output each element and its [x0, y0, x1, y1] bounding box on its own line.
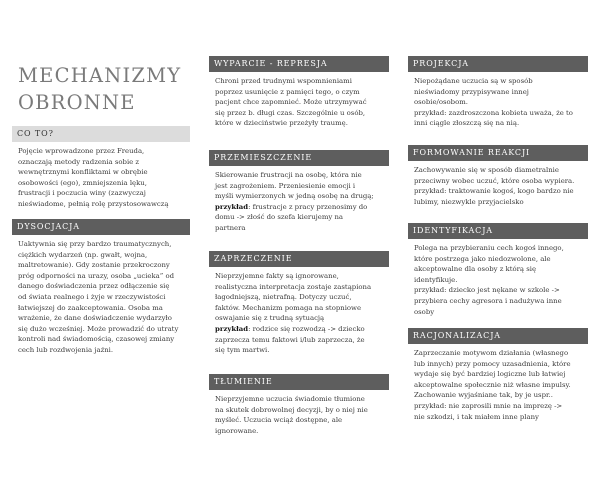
text-line: wrażenie, że dane doświadczenie wydarzyło	[18, 314, 172, 323]
text-line: oswajanie się z trudną sytuacją	[215, 314, 325, 323]
text-line: od świata realnego i żyje w rzeczywistości	[18, 292, 166, 301]
text-line: przeciwny wobec uczuć, które osoba wypiera.	[414, 176, 575, 185]
text-line: lubimy, niezwykle przyjacielsko	[414, 197, 524, 206]
column-right	[408, 0, 588, 448]
section-header: PRZEMIESZCZENIE	[209, 150, 389, 166]
section-header: TŁUMIENIE	[209, 374, 389, 390]
text-line: myśleć. Uczucia wciąż dostępne, ale	[215, 416, 343, 425]
text-line: wydaje się być bardziej logiczne lub łatwiej	[414, 370, 566, 379]
section-body	[12, 142, 190, 219]
example-text: : frustracje z pracy przenosimy do	[248, 202, 368, 211]
section-header: CO TO?	[12, 126, 190, 142]
text-line: się tym martwi.	[215, 346, 270, 355]
text-line: Uaktywnia się przy bardzo traumatycznych,	[18, 240, 172, 248]
text-line: Zachowanie wyjaśniane tak, by je uspr..	[414, 391, 553, 400]
section-co-to	[12, 126, 190, 219]
text-line: Polega na przybieraniu cech kogoś innego,	[414, 244, 564, 252]
text-line: cech lub rozdwojenia jaźni.	[18, 345, 114, 354]
text-line: faktów. Mechanizm pomaga na stopniowe	[215, 303, 362, 312]
text-line: łatwiejszej do zaakceptowania. Osoba ma	[18, 303, 163, 312]
text-line: Nieprzyjemne uczucia świadomie tłumione	[215, 395, 365, 403]
text-line: Zaprzeczanie motywom działania (własnego	[414, 349, 569, 357]
text-line: partnera	[215, 223, 246, 232]
text-line: się przez b. długi czas. Szczególnie u osób,	[215, 108, 366, 117]
page-title-line-2: OBRONNE	[18, 91, 136, 114]
example-text: : rodzice się rozwodzą -> dziecko	[248, 324, 365, 333]
text-line: jest zagrożeniem. Przeniesienie emocji i	[215, 181, 356, 190]
text-line: nieświadomy przypisywane innej	[414, 87, 529, 96]
section-racjonalizacja	[408, 328, 588, 448]
page-title	[18, 62, 190, 116]
text-line: przykład: nie zaprosili mnie na imprezę ->	[414, 401, 563, 410]
section-wyparcie	[209, 56, 389, 150]
text-line: Niepożądane uczucia są w sposób	[414, 77, 533, 85]
section-przemieszczenie	[209, 150, 389, 251]
section-body	[408, 72, 588, 145]
text-line: się dużo wcześniej. Może prowadzić do utraty	[18, 324, 179, 333]
section-body	[209, 166, 389, 251]
section-body	[12, 235, 190, 389]
column-middle	[209, 0, 389, 464]
text-line: które postrzega jako niedozwolone, ale	[414, 254, 551, 263]
text-line: poprzez usunięcie z pamięci tego, o czym	[215, 87, 360, 96]
section-body	[408, 161, 588, 223]
text-line: przybiera cechy agresora i nadużywa inne	[414, 296, 562, 305]
example-line	[215, 202, 383, 213]
text-line: przykład: zazdroszczona kobieta uważa, że to	[414, 108, 573, 117]
section-body	[209, 72, 389, 150]
section-header: PROJEKCJA	[408, 56, 588, 72]
text-line: przykład: traktowanie kogoś, kogo bardzo nie	[414, 187, 574, 196]
text-line: Chroni przed trudnymi wspomnieniami	[215, 77, 352, 85]
section-header: DYSOCJACJA	[12, 219, 190, 235]
text-line: lub innych) przy pomocy uzasadnienia, które	[414, 359, 571, 368]
text-line: inni ciągle złoszczą się na nią.	[414, 119, 520, 128]
section-body	[209, 390, 389, 464]
text-line: osobowości (ego), zmniejszenia lęku,	[18, 178, 147, 187]
section-projekcja	[408, 56, 588, 145]
text-line: łagodniejszą, nietrafną. Dotyczy uczuć,	[215, 293, 352, 302]
text-line: Skierowanie frustracji na osobę, która nie	[215, 171, 362, 179]
section-header: RACJONALIZACJA	[408, 328, 588, 344]
text-line: ignorowane.	[215, 426, 259, 435]
text-line: Nieprzyjemne fakty są ignorowane,	[215, 272, 339, 280]
section-zaprzeczenie	[209, 251, 389, 374]
section-body	[209, 267, 389, 374]
column-left	[12, 0, 190, 389]
section-tlumienie	[209, 374, 389, 464]
section-identyfikacja	[408, 223, 588, 328]
text-line: które w dzieciństwie przeżyły traumę.	[215, 119, 348, 128]
text-line: oznaczają metody radzenia sobie z	[18, 157, 140, 166]
text-line: osoby	[414, 307, 435, 316]
section-header: IDENTYFIKACJA	[408, 223, 588, 239]
text-line: ciężkich wydarzeń (np. gwałt, wojna,	[18, 250, 148, 259]
text-line: danego doświadczenia przez odłączenie się	[18, 282, 170, 291]
text-line: myśli wymierzonych w jedną osobę na drugą;	[215, 192, 374, 201]
text-line: próg odporności na urazy, osoba „ucieka” od	[18, 271, 175, 280]
example-label: przykład	[215, 202, 249, 211]
section-header: WYPARCIE - REPRESJA	[209, 56, 389, 72]
text-line: realistyczna interpretacja zostaje zastąpiona	[215, 282, 372, 291]
section-header: FORMOWANIE REAKCJI	[408, 145, 588, 161]
text-line: akceptowalne dla osoby z którą się	[414, 265, 537, 274]
text-line: kontroli nad świadomością, czasowej zmiany	[18, 335, 175, 344]
section-body	[408, 344, 588, 448]
text-line: frustracji i poczucia winy (zazwyczaj	[18, 189, 146, 198]
section-body	[408, 239, 588, 328]
text-line: nieświadome, pełnią rolę przystosowawczą	[18, 199, 169, 208]
text-line: akceptowalne społecznie niż własne impulsy.	[414, 380, 571, 389]
text-line: wewnętrznymi konfliktami w obrębie	[18, 168, 148, 177]
section-dysocjacja	[12, 219, 190, 389]
example-label: przykład	[215, 324, 249, 333]
section-header: ZAPRZECZENIE	[209, 251, 389, 267]
text-line: osobie/osobom.	[414, 98, 468, 107]
text-line: zaprzecza temu faktowi i/lub zaprzecza, że	[215, 335, 365, 344]
text-line: identyfikuje.	[414, 275, 458, 284]
text-line: na skutek dobrowolnej decyzji, by o niej nie	[215, 405, 368, 414]
text-line: maltretowanie). Gdy zostanie przekroczony	[18, 261, 170, 270]
example-line	[215, 324, 383, 335]
text-line: domu -> złość do szefa kierujemy na	[215, 213, 344, 222]
text-line: Zachowywanie się w sposób diametralnie	[414, 166, 559, 174]
section-formowanie-reakcji	[408, 145, 588, 223]
text-line: nie szkodzi, i tak miałem inne plany	[414, 412, 539, 421]
text-line: przykład: dziecko jest nękane w szkole ->	[414, 286, 560, 295]
page-title-line-1: MECHANIZMY	[18, 64, 182, 87]
text-line: Pojęcie wprowadzone przez Freuda,	[18, 147, 145, 155]
text-line: pacjent chce zapomnieć. Może utrzymywać	[215, 98, 367, 107]
